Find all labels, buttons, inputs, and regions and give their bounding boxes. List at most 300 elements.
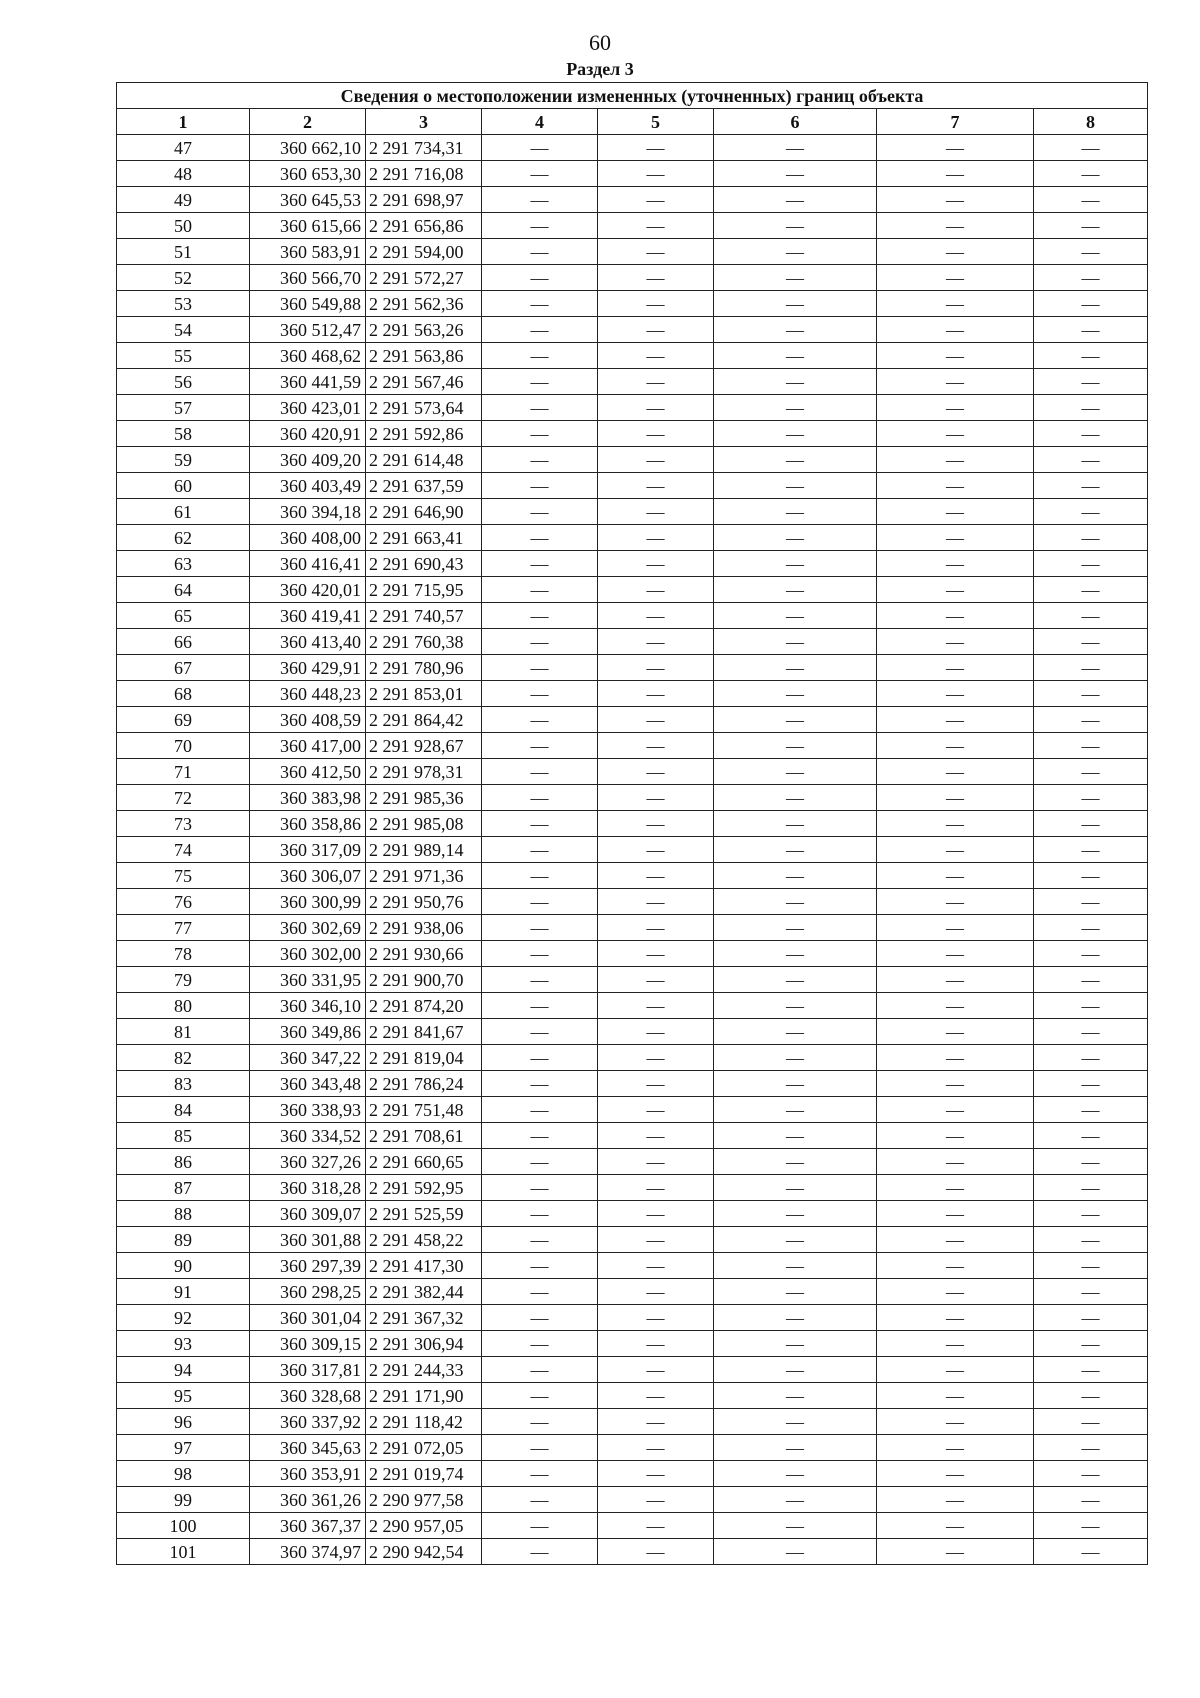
empty-cell: — [714,1227,877,1253]
empty-cell: — [482,1253,598,1279]
point-number-cell: 85 [117,1123,250,1149]
empty-cell: — [482,915,598,941]
empty-cell: — [877,941,1034,967]
empty-cell: — [598,187,714,213]
empty-cell: — [714,837,877,863]
empty-cell: — [877,1513,1034,1539]
table-row [117,161,1148,187]
coordinate-y-cell: 2 291 594,00 [366,239,482,265]
empty-cell: — [598,967,714,993]
coordinate-y-cell: 2 291 853,01 [366,681,482,707]
coordinate-x-cell: 360 317,81 [250,1357,366,1383]
coordinate-x-cell: 360 374,97 [250,1539,366,1565]
point-number-cell: 65 [117,603,250,629]
table-row [117,1175,1148,1201]
table-row [117,889,1148,915]
coordinate-y-cell: 2 291 306,94 [366,1331,482,1357]
table-row [117,369,1148,395]
empty-cell: — [714,213,877,239]
empty-cell: — [877,161,1034,187]
table-row [117,681,1148,707]
empty-cell: — [714,811,877,837]
empty-cell: — [482,993,598,1019]
coordinate-y-cell: 2 291 841,67 [366,1019,482,1045]
empty-cell: — [1034,213,1148,239]
empty-cell: — [482,1487,598,1513]
point-number-cell: 87 [117,1175,250,1201]
empty-cell: — [1034,1513,1148,1539]
empty-cell: — [482,447,598,473]
coordinate-y-cell: 2 291 751,48 [366,1097,482,1123]
empty-cell: — [714,1305,877,1331]
empty-cell: — [1034,967,1148,993]
coordinate-x-cell: 360 419,41 [250,603,366,629]
empty-cell: — [598,837,714,863]
empty-cell: — [482,1331,598,1357]
empty-cell: — [714,395,877,421]
coordinate-x-cell: 360 413,40 [250,629,366,655]
coordinate-x-cell: 360 512,47 [250,317,366,343]
point-number-cell: 80 [117,993,250,1019]
coordinate-x-cell: 360 301,04 [250,1305,366,1331]
coordinate-y-cell: 2 291 367,32 [366,1305,482,1331]
empty-cell: — [482,1149,598,1175]
coordinate-x-cell: 360 327,26 [250,1149,366,1175]
table-row [117,629,1148,655]
column-header: 5 [598,109,714,135]
empty-cell: — [714,1331,877,1357]
point-number-cell: 66 [117,629,250,655]
table-row [117,811,1148,837]
empty-cell: — [598,265,714,291]
empty-cell: — [482,863,598,889]
table-row [117,421,1148,447]
empty-cell: — [482,1305,598,1331]
point-number-cell: 48 [117,161,250,187]
empty-cell: — [877,369,1034,395]
empty-cell: — [598,1487,714,1513]
coordinate-x-cell: 360 349,86 [250,1019,366,1045]
empty-cell: — [714,447,877,473]
coordinate-x-cell: 360 417,00 [250,733,366,759]
point-number-cell: 100 [117,1513,250,1539]
empty-cell: — [482,239,598,265]
table-row [117,1279,1148,1305]
point-number-cell: 74 [117,837,250,863]
empty-cell: — [714,1253,877,1279]
coordinate-x-cell: 360 645,53 [250,187,366,213]
empty-cell: — [482,1279,598,1305]
empty-cell: — [714,1461,877,1487]
empty-cell: — [714,993,877,1019]
empty-cell: — [877,1539,1034,1565]
table-row [117,785,1148,811]
coordinate-x-cell: 360 334,52 [250,1123,366,1149]
empty-cell: — [482,967,598,993]
empty-cell: — [714,1097,877,1123]
empty-cell: — [714,629,877,655]
coordinate-x-cell: 360 566,70 [250,265,366,291]
empty-cell: — [877,447,1034,473]
empty-cell: — [1034,1279,1148,1305]
empty-cell: — [714,1279,877,1305]
point-number-cell: 54 [117,317,250,343]
empty-cell: — [877,291,1034,317]
empty-cell: — [482,1357,598,1383]
coordinate-y-cell: 2 291 660,65 [366,1149,482,1175]
coordinate-y-cell: 2 291 646,90 [366,499,482,525]
empty-cell: — [482,499,598,525]
empty-cell: — [598,1019,714,1045]
empty-cell: — [482,733,598,759]
empty-cell: — [1034,889,1148,915]
empty-cell: — [714,863,877,889]
empty-cell: — [877,993,1034,1019]
coordinate-x-cell: 360 302,00 [250,941,366,967]
empty-cell: — [598,213,714,239]
point-number-cell: 88 [117,1201,250,1227]
table-row [117,1097,1148,1123]
point-number-cell: 47 [117,135,250,161]
column-header-row [117,109,1148,135]
empty-cell: — [598,1383,714,1409]
empty-cell: — [877,759,1034,785]
empty-cell: — [1034,291,1148,317]
table-row [117,863,1148,889]
point-number-cell: 99 [117,1487,250,1513]
empty-cell: — [714,889,877,915]
coordinate-x-cell: 360 583,91 [250,239,366,265]
point-number-cell: 58 [117,421,250,447]
empty-cell: — [482,343,598,369]
empty-cell: — [1034,499,1148,525]
coordinate-y-cell: 2 291 715,95 [366,577,482,603]
table-row [117,993,1148,1019]
coordinate-x-cell: 360 416,41 [250,551,366,577]
point-number-cell: 68 [117,681,250,707]
point-number-cell: 90 [117,1253,250,1279]
section-title: Раздел 3 [566,59,634,79]
empty-cell: — [877,733,1034,759]
empty-cell: — [714,551,877,577]
coordinate-y-cell: 2 291 971,36 [366,863,482,889]
empty-cell: — [714,1487,877,1513]
coordinate-x-cell: 360 309,15 [250,1331,366,1357]
point-number-cell: 49 [117,187,250,213]
empty-cell: — [877,1227,1034,1253]
table-row [117,499,1148,525]
empty-cell: — [598,863,714,889]
coordinate-y-cell: 2 291 382,44 [366,1279,482,1305]
coordinate-x-cell: 360 346,10 [250,993,366,1019]
empty-cell: — [877,681,1034,707]
empty-cell: — [1034,681,1148,707]
empty-cell: — [714,161,877,187]
table-row [117,265,1148,291]
point-number-cell: 78 [117,941,250,967]
empty-cell: — [482,265,598,291]
empty-cell: — [598,239,714,265]
table-row [117,1149,1148,1175]
table-row [117,239,1148,265]
point-number-cell: 67 [117,655,250,681]
coordinate-x-cell: 360 394,18 [250,499,366,525]
empty-cell: — [482,1227,598,1253]
empty-cell: — [598,1253,714,1279]
empty-cell: — [482,551,598,577]
coordinate-x-cell: 360 358,86 [250,811,366,837]
empty-cell: — [598,681,714,707]
empty-cell: — [1034,1175,1148,1201]
empty-cell: — [598,577,714,603]
empty-cell: — [877,1071,1034,1097]
coordinate-x-cell: 360 420,01 [250,577,366,603]
table-row [117,759,1148,785]
empty-cell: — [877,863,1034,889]
empty-cell: — [598,1201,714,1227]
coordinate-y-cell: 2 291 874,20 [366,993,482,1019]
coordinate-x-cell: 360 318,28 [250,1175,366,1201]
empty-cell: — [877,889,1034,915]
table-row [117,1019,1148,1045]
empty-cell: — [877,135,1034,161]
coordinate-y-cell: 2 291 978,31 [366,759,482,785]
coordinate-x-cell: 360 345,63 [250,1435,366,1461]
empty-cell: — [877,603,1034,629]
point-number-cell: 70 [117,733,250,759]
coordinate-x-cell: 360 331,95 [250,967,366,993]
empty-cell: — [714,499,877,525]
empty-cell: — [877,1461,1034,1487]
empty-cell: — [1034,369,1148,395]
empty-cell: — [482,473,598,499]
table-caption: Сведения о местоположении измененных (уточненных) границ объекта [117,83,1148,109]
table-row [117,1045,1148,1071]
point-number-cell: 84 [117,1097,250,1123]
empty-cell: — [877,1175,1034,1201]
empty-cell: — [714,265,877,291]
empty-cell: — [714,1045,877,1071]
column-header: 8 [1034,109,1148,135]
empty-cell: — [598,499,714,525]
point-number-cell: 52 [117,265,250,291]
empty-cell: — [714,915,877,941]
empty-cell: — [877,967,1034,993]
table-row [117,1227,1148,1253]
table-row [117,291,1148,317]
empty-cell: — [482,1045,598,1071]
table-row [117,317,1148,343]
empty-cell: — [714,1071,877,1097]
empty-cell: — [1034,1149,1148,1175]
empty-cell: — [598,1097,714,1123]
table-row [117,1331,1148,1357]
empty-cell: — [714,369,877,395]
empty-cell: — [877,551,1034,577]
empty-cell: — [877,421,1034,447]
column-header: 1 [117,109,250,135]
coordinate-y-cell: 2 291 244,33 [366,1357,482,1383]
coordinate-y-cell: 2 291 563,26 [366,317,482,343]
empty-cell: — [598,733,714,759]
point-number-cell: 76 [117,889,250,915]
empty-cell: — [1034,993,1148,1019]
empty-cell: — [1034,915,1148,941]
empty-cell: — [598,759,714,785]
coordinate-x-cell: 360 367,37 [250,1513,366,1539]
empty-cell: — [598,395,714,421]
empty-cell: — [877,811,1034,837]
empty-cell: — [1034,473,1148,499]
empty-cell: — [482,837,598,863]
table-row [117,187,1148,213]
empty-cell: — [714,317,877,343]
empty-cell: — [1034,421,1148,447]
coordinate-x-cell: 360 429,91 [250,655,366,681]
coordinate-x-cell: 360 653,30 [250,161,366,187]
point-number-cell: 60 [117,473,250,499]
empty-cell: — [877,1357,1034,1383]
empty-cell: — [714,1383,877,1409]
table-row [117,1357,1148,1383]
table-body [117,135,1148,1565]
empty-cell: — [877,655,1034,681]
empty-cell: — [714,655,877,681]
empty-cell: — [877,1279,1034,1305]
empty-cell: — [714,343,877,369]
empty-cell: — [598,447,714,473]
point-number-cell: 51 [117,239,250,265]
empty-cell: — [877,915,1034,941]
empty-cell: — [598,161,714,187]
point-number-cell: 91 [117,1279,250,1305]
coordinate-y-cell: 2 291 458,22 [366,1227,482,1253]
coordinate-y-cell: 2 291 637,59 [366,473,482,499]
empty-cell: — [1034,941,1148,967]
empty-cell: — [714,967,877,993]
point-number-cell: 59 [117,447,250,473]
point-number-cell: 63 [117,551,250,577]
coordinate-x-cell: 360 301,88 [250,1227,366,1253]
table-row [117,1305,1148,1331]
empty-cell: — [482,655,598,681]
table-row [117,837,1148,863]
coordinate-y-cell: 2 291 525,59 [366,1201,482,1227]
empty-cell: — [598,473,714,499]
empty-cell: — [714,525,877,551]
coordinate-x-cell: 360 409,20 [250,447,366,473]
empty-cell: — [877,785,1034,811]
empty-cell: — [1034,187,1148,213]
point-number-cell: 72 [117,785,250,811]
empty-cell: — [1034,1331,1148,1357]
coordinate-x-cell: 360 300,99 [250,889,366,915]
table-row [117,1435,1148,1461]
empty-cell: — [877,1201,1034,1227]
table-row [117,733,1148,759]
table-row [117,1071,1148,1097]
empty-cell: — [598,1227,714,1253]
coordinate-x-cell: 360 408,59 [250,707,366,733]
coordinate-x-cell: 360 412,50 [250,759,366,785]
empty-cell: — [1034,239,1148,265]
coordinate-y-cell: 2 290 942,54 [366,1539,482,1565]
empty-cell: — [598,629,714,655]
empty-cell: — [482,707,598,733]
empty-cell: — [598,889,714,915]
coordinate-x-cell: 360 448,23 [250,681,366,707]
empty-cell: — [714,1175,877,1201]
empty-cell: — [598,993,714,1019]
empty-cell: — [714,707,877,733]
table-row [117,1253,1148,1279]
empty-cell: — [598,1149,714,1175]
table-row [117,343,1148,369]
coordinate-x-cell: 360 615,66 [250,213,366,239]
empty-cell: — [482,785,598,811]
empty-cell: — [598,135,714,161]
empty-cell: — [877,1435,1034,1461]
empty-cell: — [1034,161,1148,187]
coordinate-x-cell: 360 343,48 [250,1071,366,1097]
empty-cell: — [877,1097,1034,1123]
empty-cell: — [1034,343,1148,369]
coordinate-x-cell: 360 468,62 [250,343,366,369]
empty-cell: — [598,603,714,629]
empty-cell: — [714,577,877,603]
empty-cell: — [598,1331,714,1357]
empty-cell: — [482,1071,598,1097]
empty-cell: — [877,707,1034,733]
empty-cell: — [877,1305,1034,1331]
table-row [117,1539,1148,1565]
point-number-cell: 97 [117,1435,250,1461]
coordinate-y-cell: 2 291 780,96 [366,655,482,681]
coordinate-x-cell: 360 309,07 [250,1201,366,1227]
empty-cell: — [877,395,1034,421]
empty-cell: — [482,759,598,785]
coordinate-x-cell: 360 420,91 [250,421,366,447]
empty-cell: — [714,1201,877,1227]
empty-cell: — [1034,395,1148,421]
table-row [117,213,1148,239]
empty-cell: — [714,1357,877,1383]
coordinate-y-cell: 2 291 930,66 [366,941,482,967]
table-row [117,135,1148,161]
coordinate-x-cell: 360 298,25 [250,1279,366,1305]
empty-cell: — [714,1019,877,1045]
empty-cell: — [482,577,598,603]
empty-cell: — [714,733,877,759]
coordinate-y-cell: 2 291 985,08 [366,811,482,837]
empty-cell: — [1034,1357,1148,1383]
table-row [117,1461,1148,1487]
empty-cell: — [877,1019,1034,1045]
empty-cell: — [482,1201,598,1227]
empty-cell: — [877,837,1034,863]
empty-cell: — [598,421,714,447]
empty-cell: — [482,629,598,655]
table-row [117,941,1148,967]
empty-cell: — [877,1331,1034,1357]
empty-cell: — [1034,603,1148,629]
empty-cell: — [598,707,714,733]
empty-cell: — [482,941,598,967]
coordinate-x-cell: 360 441,59 [250,369,366,395]
coordinate-y-cell: 2 291 572,27 [366,265,482,291]
coordinate-y-cell: 2 291 760,38 [366,629,482,655]
empty-cell: — [598,1461,714,1487]
